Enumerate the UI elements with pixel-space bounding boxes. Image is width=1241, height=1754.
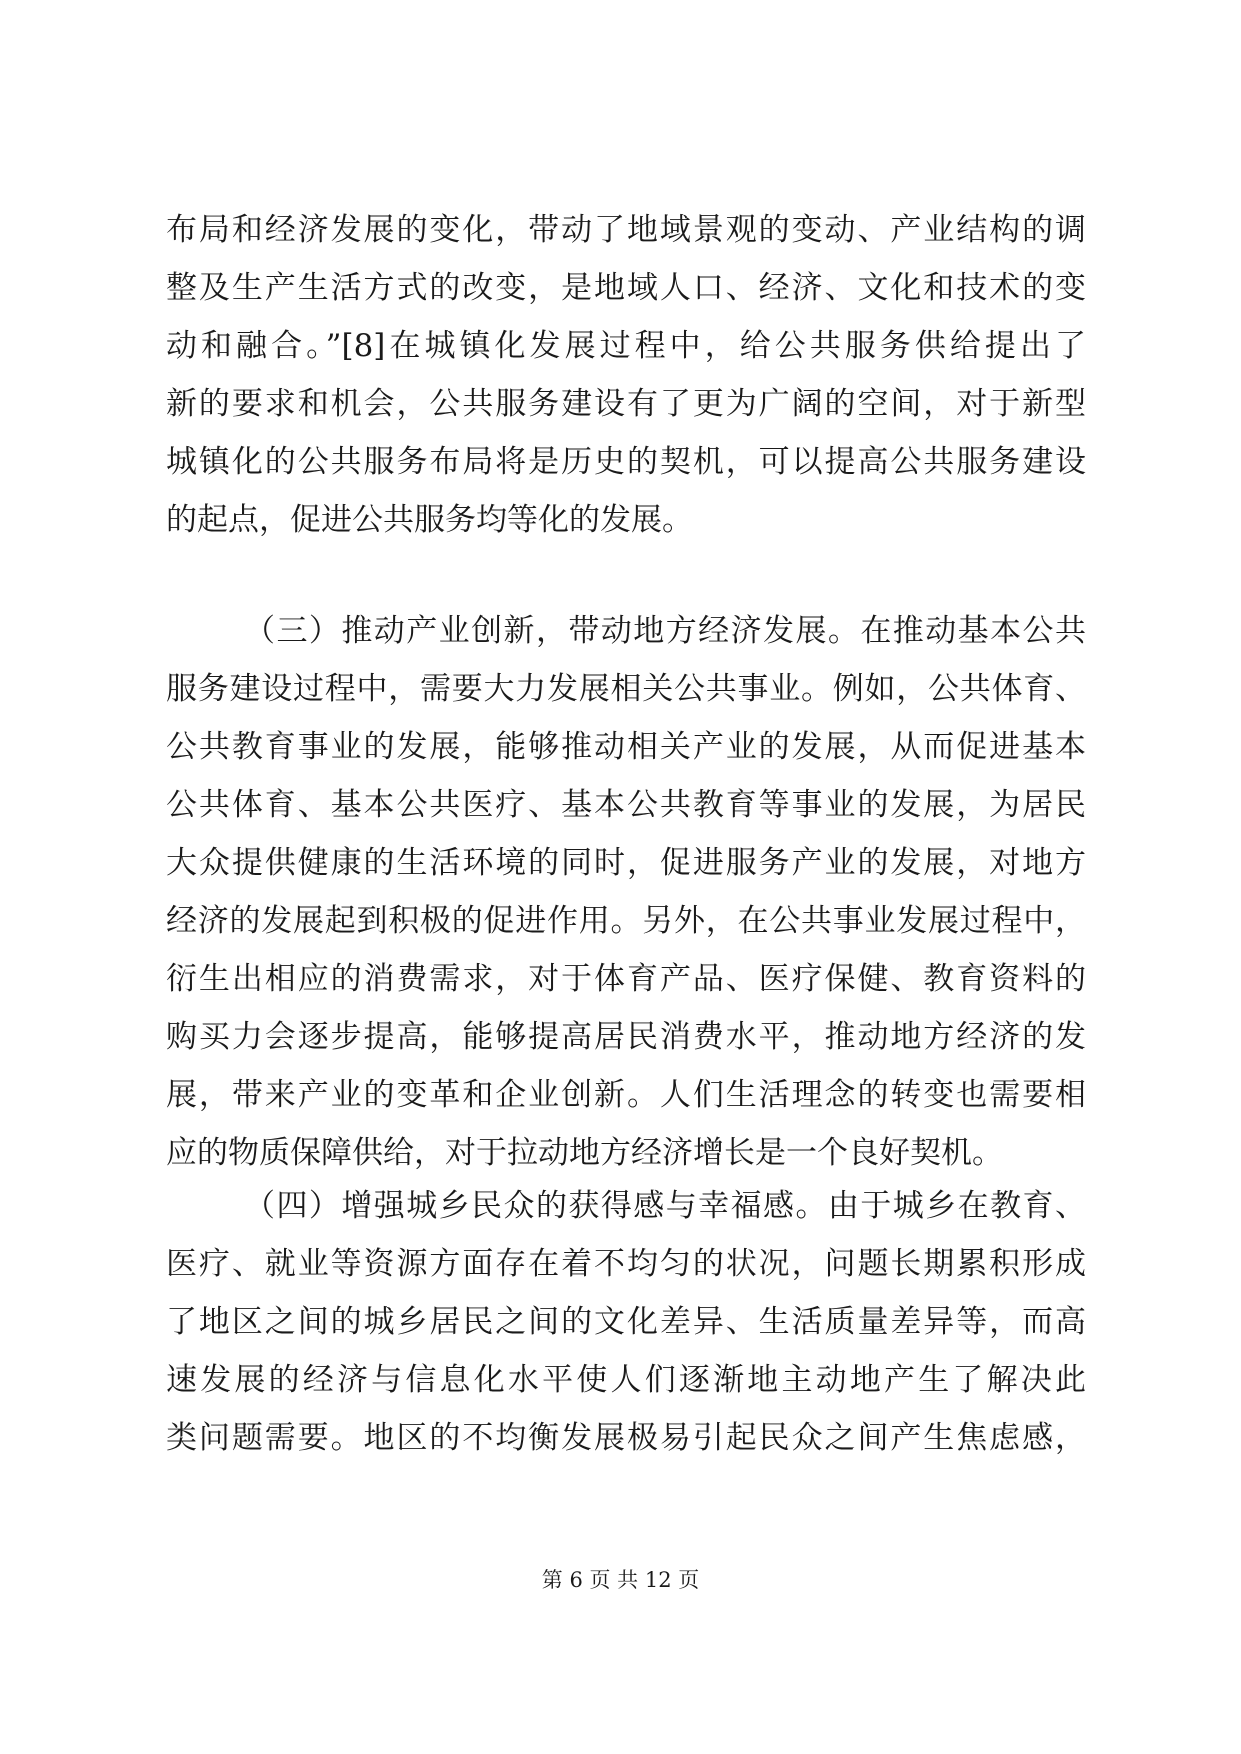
paragraph-line: 速发展的经济与信息化水平使人们逐渐地主动地产生了解决此 <box>166 1362 1086 1398</box>
paragraph-line: （三）推动产业创新，带动地方经济发展。在推动基本公共 <box>244 613 1086 649</box>
paragraph-line: 衍生出相应的消费需求，对于体育产品、医疗保健、教育资料的 <box>166 961 1086 997</box>
paragraph-line: 医疗、就业等资源方面存在着不均匀的状况，问题长期累积形成 <box>166 1246 1086 1282</box>
paragraph-line: 展，带来产业的变革和企业创新。人们生活理念的转变也需要相 <box>166 1077 1086 1113</box>
paragraph-line: 城镇化的公共服务布局将是历史的契机，可以提高公共服务建设 <box>166 444 1086 480</box>
paragraph-line: 新的要求和机会，公共服务建设有了更为广阔的空间，对于新型 <box>166 386 1086 422</box>
paragraph-line: 的起点，促进公共服务均等化的发展。 <box>166 502 693 538</box>
paragraph-line: 公共教育事业的发展，能够推动相关产业的发展，从而促进基本 <box>166 729 1086 765</box>
paragraph-line: 购买力会逐步提高，能够提高居民消费水平，推动地方经济的发 <box>166 1019 1086 1055</box>
paragraph-line: 布局和经济发展的变化，带动了地域景观的变动、产业结构的调 <box>166 212 1086 248</box>
paragraph-line: 公共体育、基本公共医疗、基本公共教育等事业的发展，为居民 <box>166 787 1086 823</box>
page-number-footer: 第 6 页 共 12 页 <box>541 1568 700 1592</box>
paragraph-line: （四）增强城乡民众的获得感与幸福感。由于城乡在教育、 <box>244 1188 1086 1224</box>
paragraph-line: 动和融合。”[8]在城镇化发展过程中，给公共服务供给提出了 <box>166 328 1086 364</box>
paragraph-line: 应的物质保障供给，对于拉动地方经济增长是一个良好契机。 <box>166 1135 1003 1171</box>
paragraph-line: 经济的发展起到积极的促进作用。另外，在公共事业发展过程中， <box>166 903 1086 939</box>
paragraph-line: 类问题需要。地区的不均衡发展极易引起民众之间产生焦虑感， <box>166 1420 1086 1456</box>
paragraph-line: 了地区之间的城乡居民之间的文化差异、生活质量差异等，而高 <box>166 1304 1086 1340</box>
paragraph-line: 整及生产生活方式的改变，是地域人口、经济、文化和技术的变 <box>166 270 1086 306</box>
paragraph-line: 大众提供健康的生活环境的同时，促进服务产业的发展，对地方 <box>166 845 1086 881</box>
paragraph-line: 服务建设过程中，需要大力发展相关公共事业。例如，公共体育、 <box>166 671 1086 707</box>
